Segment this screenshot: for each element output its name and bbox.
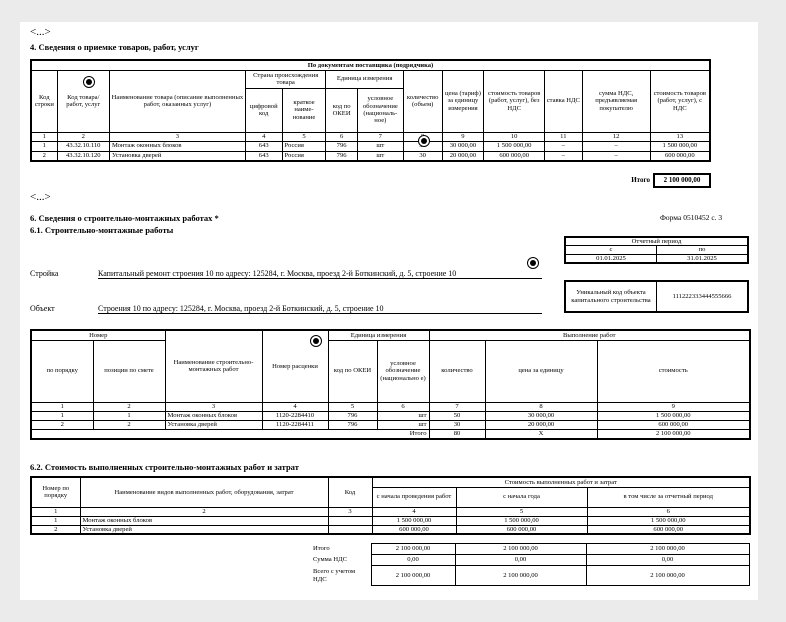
column-numbers-row (31, 402, 750, 411)
col-number: 3 (328, 507, 372, 516)
t62-total: 2 100 000,00 (455, 544, 586, 555)
col-number: 5 (282, 132, 326, 141)
period-table (564, 236, 749, 264)
cell: 1120-2284410 (262, 411, 328, 420)
section62-totals (311, 543, 750, 586)
cell: – (545, 141, 583, 151)
h-vat-rate: ставка НДС (545, 70, 583, 132)
h-estimate-position: позиции по смете (93, 340, 165, 402)
cell: 1 500 000,00 (650, 141, 710, 151)
cell: – (582, 141, 650, 151)
period-to-label: по (657, 246, 749, 254)
cell: шт (377, 420, 429, 429)
col-number: 8 (485, 402, 597, 411)
cell: 2 (31, 525, 80, 534)
table-row (31, 141, 710, 151)
h-rate-number: Номер расценки (262, 330, 328, 402)
section4-total-value: 2 100 000,00 (653, 173, 711, 188)
h-country: Страна происхождения товара (245, 70, 326, 88)
col-number: 2 (93, 402, 165, 411)
section62-table (30, 476, 751, 535)
cell (328, 525, 372, 534)
col-number: 2 (80, 507, 328, 516)
t62-vat-label: Сумма НДС (313, 556, 347, 564)
cell: 1 (31, 516, 80, 525)
t62-vat: 0,00 (371, 555, 455, 566)
period-from-label: с (565, 246, 657, 254)
section61-subtitle: 6.1. Строительно-монтажные работы (30, 225, 174, 235)
cell: 30 (403, 151, 442, 161)
h62-period: в том числе за отчетный период (587, 487, 750, 507)
construction-value: Капитальный ремонт строения 10 по адресу: 125284, г. Москва, проезд 2-й Боткинский, д. 5, строение 10 (98, 269, 542, 279)
marker-dot-construction (527, 257, 539, 269)
cell: 600 000,00 (650, 151, 710, 161)
h62-no: Номер по порядку (31, 477, 80, 507)
col-number: 1 (31, 132, 57, 141)
col-number: 7 (429, 402, 485, 411)
cell: 1 (31, 411, 93, 420)
col-number: 1 (31, 507, 80, 516)
col-number: 4 (372, 507, 456, 516)
object-label: Объект (30, 304, 55, 313)
cell: – (545, 151, 583, 161)
cell: 643 (245, 151, 282, 161)
unique-code-table (564, 280, 749, 313)
cell: 600 000,00 (597, 420, 750, 429)
col-number: 9 (597, 402, 750, 411)
col-number: 9 (442, 132, 484, 141)
h62-cost: Стоимость выполненных работ и затрат (372, 477, 750, 487)
cell: 20 000,00 (485, 420, 597, 429)
cell: 796 (326, 141, 357, 151)
t62-total-vat: 2 100 000,00 (586, 566, 749, 586)
h-works-name: Наименование строительно-монтажных работ (165, 330, 262, 402)
h-okei: код по ОКЕИ (328, 340, 377, 402)
t62-total-vat: 2 100 000,00 (371, 566, 455, 586)
cell: Монтаж оконных блоков (109, 141, 245, 151)
h-qty: количество (429, 340, 485, 402)
object-value: Строения 10 по адресу: 125284, г. Москва, проезд 2-й Боткинский, д. 5, строение 10 (98, 304, 542, 314)
cell: 2 (31, 420, 93, 429)
section6-title: 6. Сведения о строительно-монтажных работах * (30, 213, 219, 223)
table-row (31, 151, 710, 161)
column-numbers-row (31, 507, 750, 516)
h-number: Номер (31, 330, 165, 340)
h-goods-code: Код товара/ работ, услуг (57, 70, 109, 132)
cell (328, 516, 372, 525)
cell: Установка дверей (109, 151, 245, 161)
cell: 1 (93, 411, 165, 420)
col-number: 5 (456, 507, 587, 516)
h-unit: Единица измерения (326, 70, 403, 88)
col-number: 3 (109, 132, 245, 141)
t62-total-vat-label: Всего с учетом НДС (313, 568, 356, 583)
cell: 796 (326, 151, 357, 161)
cell: – (582, 151, 650, 161)
h-price: цена (тариф) за единицу измерения (442, 70, 484, 132)
cell: 1 500 000,00 (484, 141, 545, 151)
by-docs-header: По документам поставщика (подрядчика) (31, 60, 710, 70)
h-works-done: Выполнение работ (429, 330, 750, 340)
cell: шт (357, 141, 403, 151)
t61-total-cost: 2 100 000,00 (597, 429, 750, 439)
col-number: 6 (587, 507, 750, 516)
h-okei: код по ОКЕИ (326, 88, 357, 132)
col-number: 12 (582, 132, 650, 141)
cell: 2 (31, 151, 57, 161)
cell: 600 000,00 (372, 525, 456, 534)
table-row (31, 420, 750, 429)
col-number: 3 (165, 402, 262, 411)
t62-total: 2 100 000,00 (586, 544, 749, 555)
t61-total-qty: 80 (429, 429, 485, 439)
form-number: Форма 0510452 с. 3 (660, 213, 723, 222)
cell: 1 500 000,00 (587, 516, 750, 525)
h-goods-name: Наименование товара (описание выполненных работ, оказанных услуг) (109, 70, 245, 132)
unique-code-label: Уникальный код объекта капитального строительства (565, 281, 657, 312)
h-cost-vat: стоимость товаров (работ, услуг), с НДС (650, 70, 710, 132)
h-unit-price: цена за единицу (485, 340, 597, 402)
h-qty: количество (объем) (403, 70, 442, 132)
cell: 600 000,00 (484, 151, 545, 161)
document-page (20, 22, 758, 600)
cell: 643 (245, 141, 282, 151)
col-number: 11 (545, 132, 583, 141)
cell: 30 000,00 (485, 411, 597, 420)
col-number: 6 (326, 132, 357, 141)
cell: 43.32.10.110 (57, 141, 109, 151)
cell: 2 (93, 420, 165, 429)
period-header: Отчетный период (565, 237, 748, 246)
cell: 30 000,00 (442, 141, 484, 151)
marker-dot-goods-code (83, 76, 95, 88)
cell: 50 (429, 411, 485, 420)
cell: Монтаж оконных блоков (80, 516, 328, 525)
cell: Россия (282, 141, 326, 151)
section61-table (30, 329, 751, 440)
col-number: 13 (650, 132, 710, 141)
t61-total-price: Х (485, 429, 597, 439)
col-number: 4 (245, 132, 282, 141)
cell: 796 (328, 411, 377, 420)
col-number: 5 (328, 402, 377, 411)
h-unit: Единица измерения (328, 330, 429, 340)
h62-from-year: с начала года (456, 487, 587, 507)
h62-name: Наименование видов выполненных работ, оборудования, затрат (80, 477, 328, 507)
ellipsis-middle: <...> (30, 191, 51, 203)
unique-code-value: 111222333444555666 (657, 281, 749, 312)
cell: 1 500 000,00 (372, 516, 456, 525)
cell: Установка дверей (165, 420, 262, 429)
period-to: 31.01.2025 (657, 254, 749, 263)
marker-dot-qty (418, 135, 430, 147)
cell: 1 500 000,00 (456, 516, 587, 525)
col-number: 10 (484, 132, 545, 141)
column-numbers-row (31, 132, 710, 141)
t62-total-vat: 2 100 000,00 (455, 566, 586, 586)
t62-total: 2 100 000,00 (371, 544, 455, 555)
h-code-row: Код строки (31, 70, 57, 132)
cell: Россия (282, 151, 326, 161)
h-cost: стоимость (597, 340, 750, 402)
marker-dot-rate-number (310, 335, 322, 347)
h-vat-sum: сумма НДС, предъявляемая покупателю (582, 70, 650, 132)
period-from: 01.01.2025 (565, 254, 657, 263)
h-by-order: по порядку (31, 340, 93, 402)
col-number: 2 (57, 132, 109, 141)
cell: 600 000,00 (587, 525, 750, 534)
col-number: 6 (377, 402, 429, 411)
h-unit-symbol: условное обозначение (национально е) (377, 340, 429, 402)
cell: 1 (31, 141, 57, 151)
h-unit-symbol: условное обозначение (националь-ное) (357, 88, 403, 132)
table-row (31, 525, 750, 534)
cell: Монтаж оконных блоков (165, 411, 262, 420)
col-number: 1 (31, 402, 93, 411)
col-number: 7 (357, 132, 403, 141)
h62-code: Код (328, 477, 372, 507)
h-short-name: краткое наиме-нование (282, 88, 326, 132)
cell: 20 000,00 (442, 151, 484, 161)
section4-title: 4. Сведения о приемке товаров, работ, услуг (30, 42, 199, 52)
t62-vat: 0,00 (455, 555, 586, 566)
h-digit-code: цифровой код (245, 88, 282, 132)
cell: 30 (429, 420, 485, 429)
cell: 43.32.10.120 (57, 151, 109, 161)
section4-table (30, 59, 711, 162)
cell: шт (357, 151, 403, 161)
col-number: 4 (262, 402, 328, 411)
table-row (31, 516, 750, 525)
section4-total-label: Итого (631, 176, 650, 184)
h-cost-no-vat: стоимость товаров (работ, услуг), без НДС (484, 70, 545, 132)
ellipsis-top: <...> (30, 26, 51, 38)
cell: 1120-2284411 (262, 420, 328, 429)
section62-title: 6.2. Стоимость выполненных строительно-монтажных работ и затрат (30, 462, 299, 472)
cell: Установка дверей (80, 525, 328, 534)
t61-total-label: Итого (377, 429, 429, 439)
table-row (31, 411, 750, 420)
t62-vat: 0,00 (586, 555, 749, 566)
cell: 796 (328, 420, 377, 429)
cell: 600 000,00 (456, 525, 587, 534)
construction-label: Стройка (30, 269, 59, 278)
cell: шт (377, 411, 429, 420)
h62-from-start: с начала проведения работ (372, 487, 456, 507)
t62-total-label: Итого (313, 545, 330, 553)
cell: 1 500 000,00 (597, 411, 750, 420)
